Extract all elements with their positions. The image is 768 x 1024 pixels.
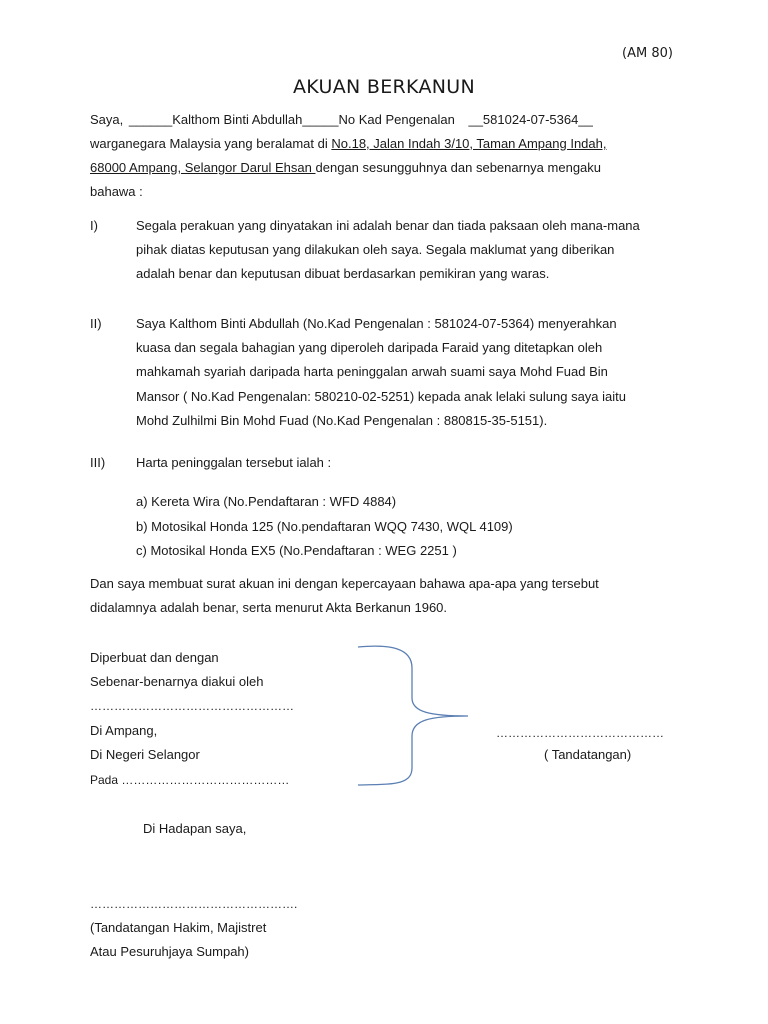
ic-label: No Kad Pengenalan (338, 112, 459, 127)
item-3-line-1: Harta peninggalan tersebut ialah : (136, 455, 332, 470)
declared-date: Pada …………………………………… (90, 773, 290, 787)
witness-label-1: (Tandatangan Hakim, Majistret (90, 920, 267, 935)
witness-signature-line: ……………………………………………. (90, 897, 298, 911)
form-reference-code: (AM 80) (622, 46, 673, 61)
declared-line-1: Diperbuat dan dengan (90, 650, 219, 665)
declarant-signature-line: …………………………………………… (90, 699, 294, 713)
item-2-line-5: Mohd Zulhilmi Bin Mohd Fuad (No.Kad Pengenalan : 880815-35-5151). (136, 413, 548, 428)
closing-line-1: Dan saya membuat surat akuan ini dengan kepercayaan bahawa apa-apa yang tersebut (90, 576, 599, 591)
declarant-ic: __581024-07-5364__ (468, 112, 593, 127)
declared-state: Di Negeri Selangor (90, 747, 200, 762)
asset-item: b) Motosikal Honda 125 (No.pendaftaran WQQ 7430, WQL 4109) (136, 519, 513, 534)
signature-label: ( Tandatangan) (544, 747, 632, 762)
declared-line-2: Sebenar-benarnya diakui oleh (90, 674, 264, 689)
item-2-number: II) (90, 316, 102, 331)
item-1-line-1: Segala perakuan yang dinyatakan ini adalah benar dan tiada paksaan oleh mana-mana (136, 218, 640, 233)
item-2-line-2: kuasa dan segala bahagian yang diperoleh daripada Faraid yang ditetapkan oleh (136, 340, 603, 355)
closing-line-2: didalamnya adalah benar, serta menurut Akta Berkanun 1960. (90, 600, 448, 615)
address-line-1: No.18, Jalan Indah 3/10, Taman Ampang Indah, (331, 136, 607, 151)
intro-line-4: bahawa : (90, 184, 143, 199)
intro-declare-text: dengan sesungguhnya dan sebenarnya mengaku (315, 160, 602, 175)
intro-citizen-text: warganegara Malaysia yang beralamat di (90, 136, 332, 151)
item-2-line-1: Saya Kalthom Binti Abdullah (No.Kad Pengenalan : 581024-07-5364) menyerahkan (136, 316, 617, 331)
signature-line: …………………………………… (496, 726, 664, 740)
item-2-line-3: mahkamah syariah daripada harta peninggalan arwah suami saya Mohd Fuad Bin (136, 364, 608, 379)
asset-item: a) Kereta Wira (No.Pendaftaran : WFD 4884) (136, 494, 397, 509)
intro-line-1 (90, 112, 593, 128)
before-me-label: Di Hadapan saya, (143, 821, 247, 836)
item-2-line-4: Mansor ( No.Kad Pengenalan: 580210-02-5251) kepada anak lelaki sulung saya iaitu (136, 389, 626, 404)
intro-line-2 (90, 136, 607, 152)
item-1-number: I) (90, 218, 98, 233)
declarant-name: ______Kalthom Binti Abdullah_____ (128, 112, 339, 127)
item-1-line-2: pihak diatas keputusan yang dilakukan oleh saya. Segala maklumat yang diberikan (136, 242, 615, 257)
witness-label-2: Atau Pesuruhjaya Sumpah) (90, 944, 249, 959)
address-line-2: 68000 Ampang, Selangor Darul Ehsan (90, 160, 316, 175)
document-title: AKUAN BERKANUN (292, 76, 475, 98)
item-3-number: III) (90, 455, 106, 470)
intro-line-3 (90, 160, 601, 176)
intro-saya: Saya, (90, 112, 127, 127)
item-1-line-3: adalah benar dan keputusan dibuat berdasarkan pemikiran yang waras. (136, 266, 550, 281)
asset-item: c) Motosikal Honda EX5 (No.Pendaftaran : WEG 2251 ) (136, 543, 457, 558)
brace-divider (350, 640, 480, 790)
declared-place: Di Ampang, (90, 723, 158, 738)
